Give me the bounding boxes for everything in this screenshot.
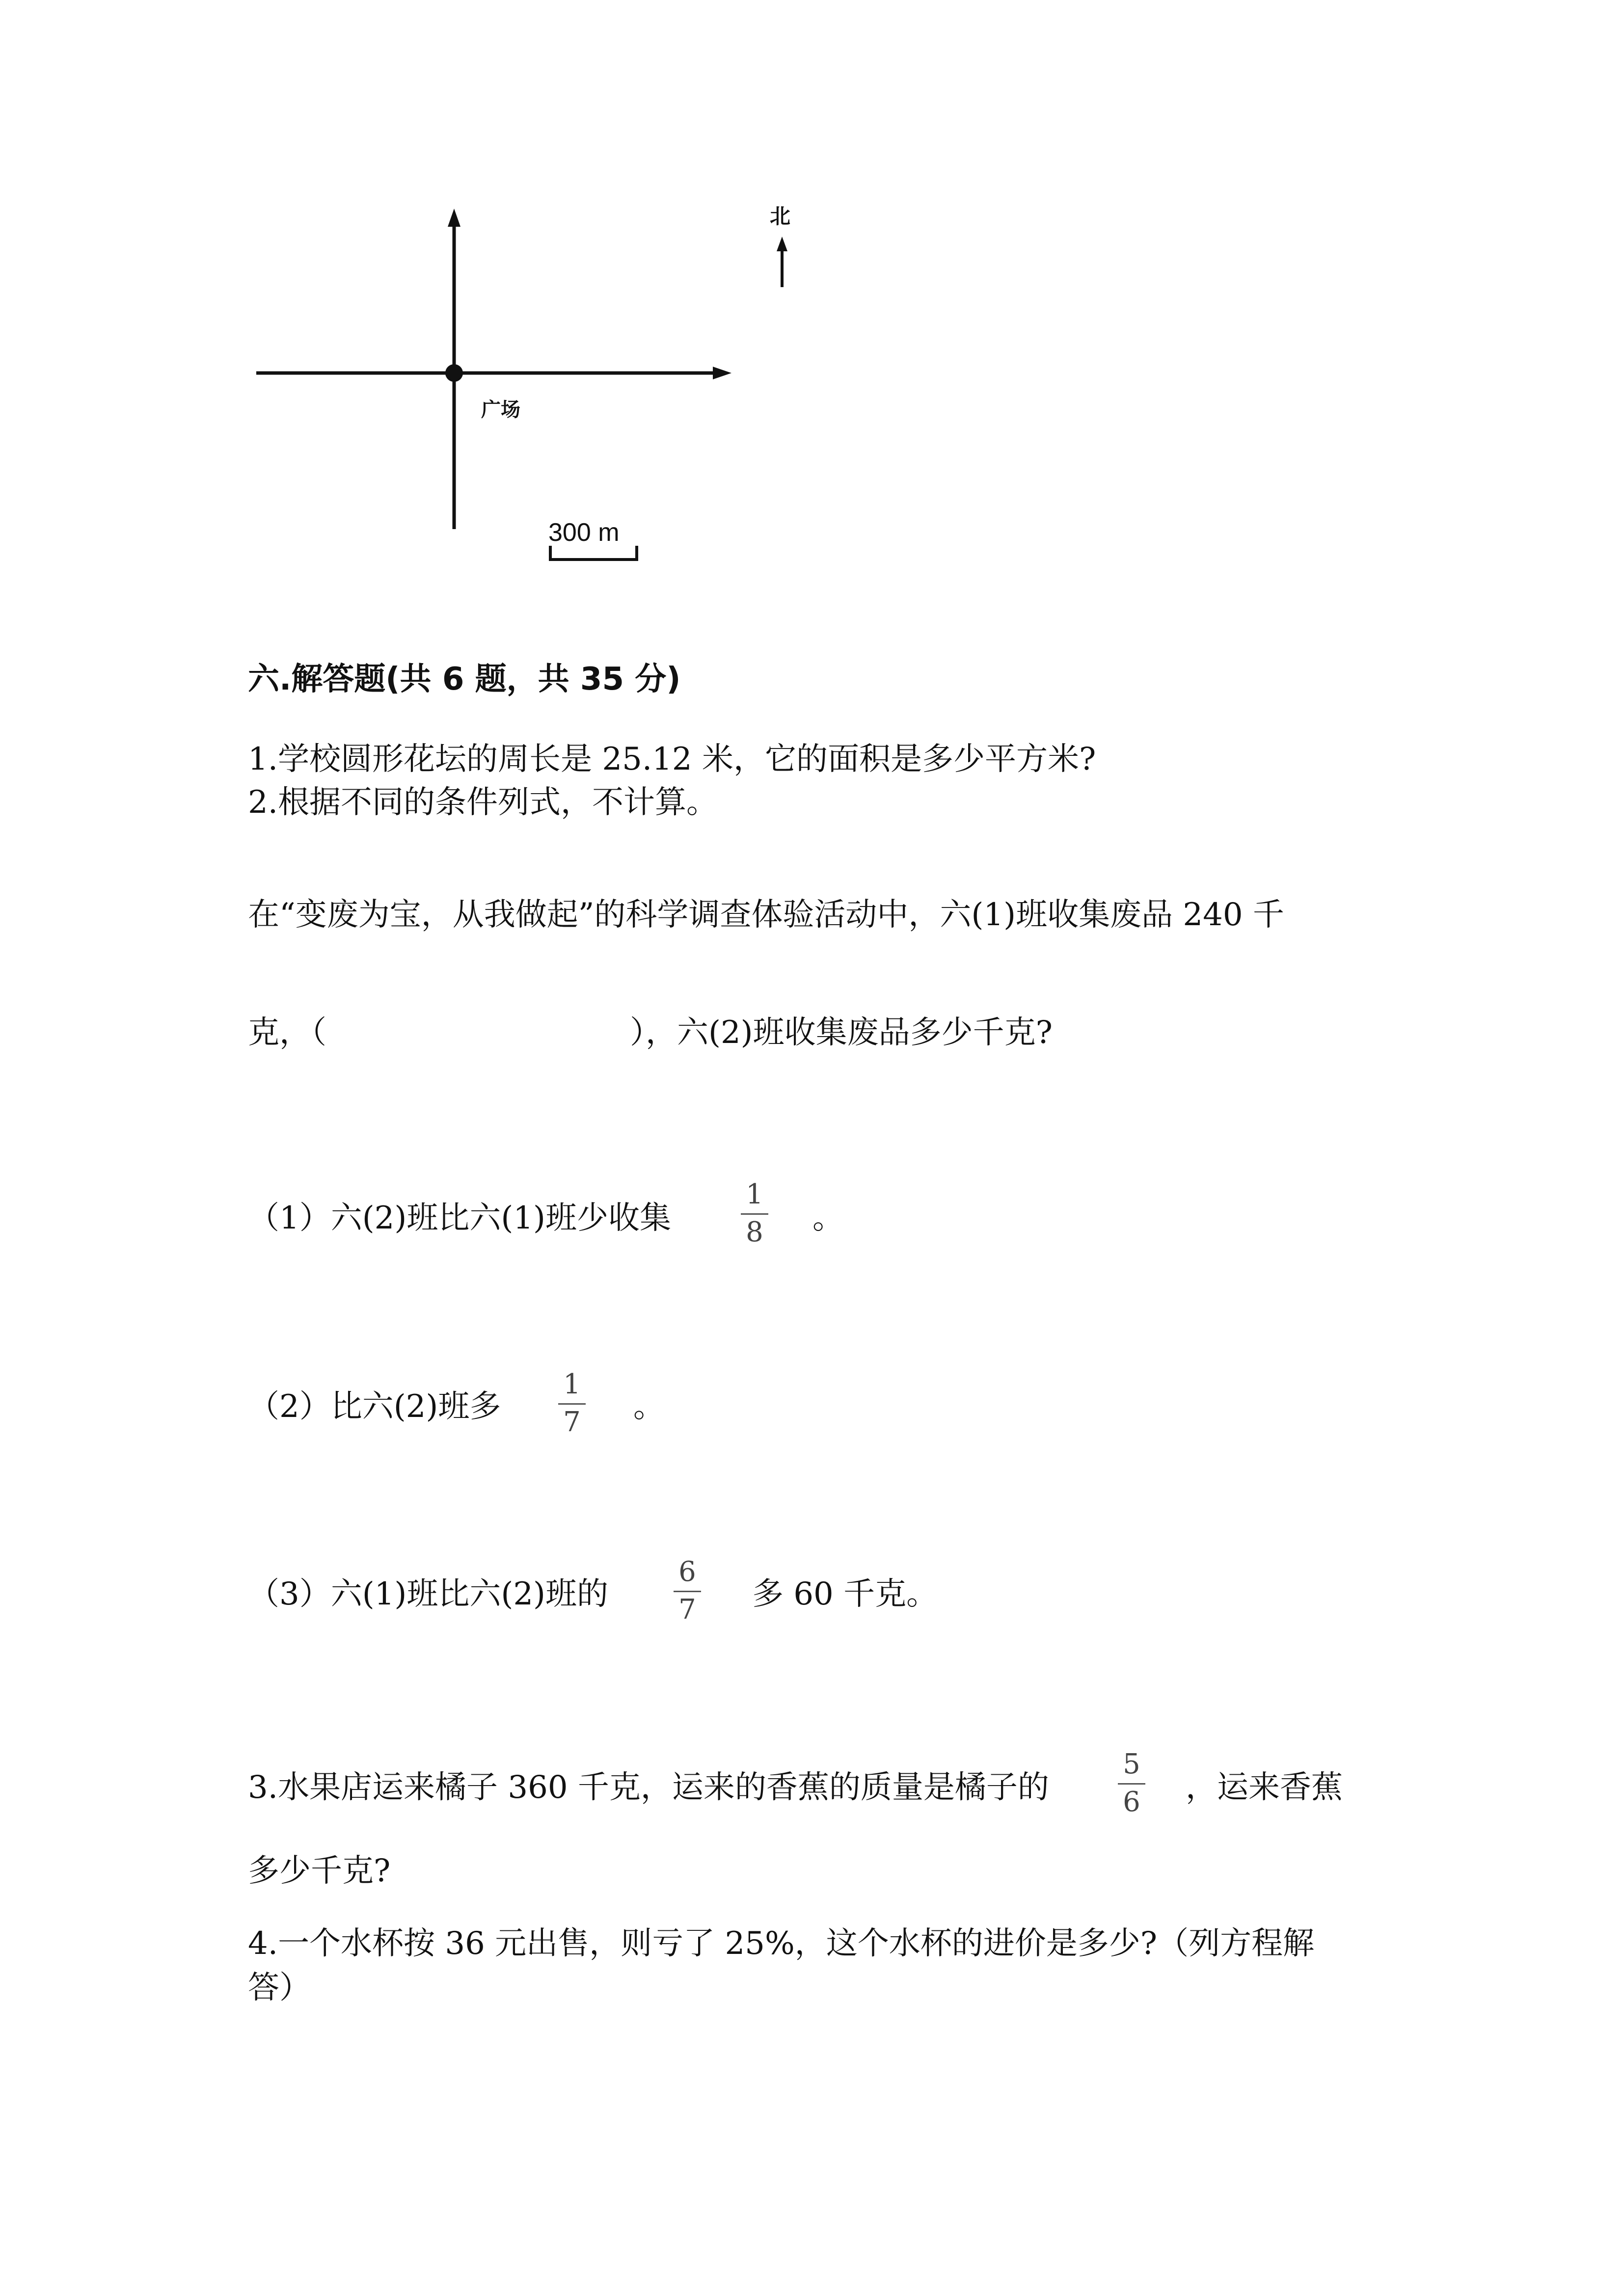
- fraction-numerator: 1: [563, 1368, 581, 1400]
- question-2-context-line2-end: ），六(2)班收集废品多少千克?: [630, 1015, 1053, 1051]
- section-title: 六.解答题(共 6 题，共 35 分): [248, 661, 681, 697]
- question-4-line1: 4.一个水杯按 36 元出售，则亏了 25%，这个水杯的进价是多少?（列方程解: [248, 1925, 1315, 1962]
- scale-label: 300 m: [548, 518, 620, 547]
- question-4-line2: 答）: [248, 1970, 311, 2006]
- map-figure: [0, 0, 1624, 614]
- fraction-bar: [674, 1591, 701, 1592]
- question-2-sub-3-end: 多 60 千克。: [752, 1576, 938, 1612]
- question-2-context-line2-start: 克，（: [248, 1015, 326, 1051]
- question-2-sub-2: （2）比六(2)班多: [248, 1388, 501, 1425]
- question-3-line2: 多少千克?: [248, 1853, 391, 1889]
- fraction-six-sevenths: [673, 1558, 702, 1624]
- plaza-label: 广场: [481, 399, 520, 421]
- question-3: 3.水果店运来橘子 360 千克，运来的香蕉的质量是橘子的: [248, 1769, 1049, 1806]
- fraction-numerator: 5: [1123, 1748, 1140, 1780]
- fraction-one-eighth: [740, 1178, 769, 1248]
- north-label: 北: [770, 204, 791, 228]
- question-2: 2.根据不同的条件列式，不计算。: [248, 784, 718, 821]
- fraction-denominator: 7: [563, 1406, 581, 1438]
- fraction-bar: [741, 1213, 768, 1215]
- question-2-sub-1: （1）六(2)班比六(1)班少收集: [248, 1200, 672, 1236]
- question-1: 1.学校圆形花坛的周长是 25.12 米，它的面积是多少平方米?: [248, 741, 1096, 777]
- fraction-one-seventh: [557, 1368, 587, 1438]
- east-arrowhead: [713, 367, 731, 379]
- fraction-numerator: 6: [678, 1556, 696, 1588]
- question-2-sub-1-end: 。: [812, 1200, 844, 1236]
- question-2-sub-2-end: 。: [633, 1388, 665, 1425]
- fraction-numerator: 1: [746, 1178, 763, 1210]
- plaza-dot: [445, 364, 463, 382]
- fraction-denominator: 8: [746, 1216, 763, 1248]
- fraction-bar: [1118, 1783, 1145, 1785]
- north-arrowhead: [448, 209, 460, 227]
- fraction-denominator: 7: [678, 1594, 696, 1626]
- question-3-continued: ，运来香蕉: [1186, 1769, 1343, 1806]
- fraction-five-sixths: [1117, 1748, 1146, 1818]
- fraction-denominator: 6: [1123, 1786, 1140, 1818]
- fraction-bar: [558, 1403, 586, 1405]
- question-2-context-line1: 在“变废为宝，从我做起”的科学调查体验活动中，六(1)班收集废品 240 千: [248, 897, 1284, 933]
- compass-arrowhead: [777, 237, 787, 251]
- question-2-sub-3: （3）六(1)班比六(2)班的: [248, 1576, 609, 1612]
